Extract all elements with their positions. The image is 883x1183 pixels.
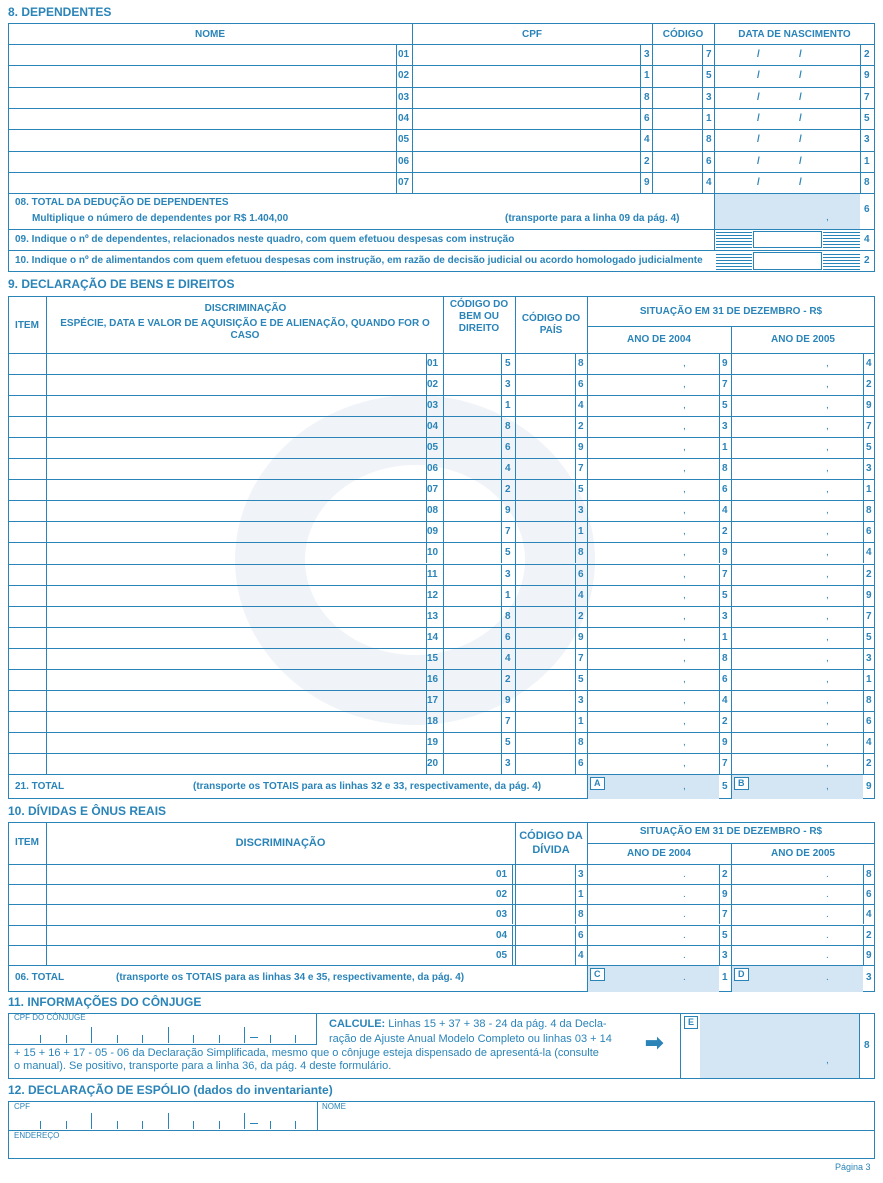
asset-row-num: 12 [427, 589, 439, 601]
dep-name-field[interactable] [9, 45, 395, 64]
asset-desc-field[interactable] [47, 712, 425, 731]
dep-row-num: 06 [398, 155, 410, 167]
asset-desc-field[interactable] [47, 565, 425, 584]
debt-row-num: 03 [496, 909, 508, 921]
dep-name-field[interactable] [9, 66, 395, 85]
asset-desc-field[interactable] [47, 522, 425, 541]
asset-row-num: 07 [427, 484, 439, 496]
asset-desc-field[interactable] [47, 543, 425, 562]
asset-desc-field[interactable] [47, 628, 425, 647]
dep-name-field[interactable] [9, 173, 395, 192]
line-10-field[interactable] [753, 252, 822, 270]
section-9-title: 9. DECLARAÇÃO DE BENS E DIREITOS [8, 277, 235, 291]
asset-row-num: 02 [427, 379, 439, 391]
dep-name-field[interactable] [9, 88, 395, 107]
line-10: 10. Indique o nº de alimentandos com quem efetuou despesas com instrução, em razão de decisão judicial ou acordo homologado judicialmente [15, 255, 703, 266]
asset-row-num: 09 [427, 526, 439, 538]
assets-total: 21. TOTAL [15, 781, 65, 792]
dep-row-num: 02 [398, 70, 410, 82]
line-09-field[interactable] [753, 231, 822, 248]
total-d-field[interactable] [732, 966, 863, 992]
asset-row-num: 08 [427, 505, 439, 517]
asset-row-num: 05 [427, 442, 439, 454]
asset-desc-field[interactable] [47, 586, 425, 605]
debt-row-num: 01 [496, 869, 508, 880]
debt-desc-field[interactable] [47, 865, 495, 883]
estate-address-field[interactable] [9, 1140, 874, 1158]
total-b-field[interactable] [732, 775, 863, 799]
asset-desc-field[interactable] [47, 480, 425, 499]
dep-row-num: 01 [398, 49, 410, 60]
asset-row-num: 04 [427, 421, 439, 433]
dep-total-transport: (transporte para a linha 09 da pág. 4) [505, 213, 680, 224]
asset-row-num: 20 [427, 757, 439, 769]
dep-row-num: 05 [398, 134, 410, 146]
section-8-title: 8. DEPENDENTES [8, 5, 112, 19]
dep-total-sub: Multiplique o número de dependentes por R$ 1.404,00 [32, 213, 289, 224]
asset-desc-field[interactable] [47, 354, 425, 373]
debt-desc-field[interactable] [47, 885, 495, 903]
asset-row-num: 15 [427, 652, 439, 664]
debt-row-num: 02 [496, 889, 508, 901]
asset-row-num: 11 [427, 568, 438, 580]
asset-desc-field[interactable] [47, 754, 425, 773]
col-cpf: CPF [522, 29, 542, 40]
debt-row-num: 05 [496, 949, 508, 961]
asset-row-num: 13 [427, 610, 439, 622]
asset-row-num: 17 [427, 694, 439, 706]
debt-desc-field[interactable] [47, 946, 495, 964]
debt-desc-field[interactable] [47, 926, 495, 944]
col-codigo: CÓDIGO [662, 29, 704, 40]
asset-desc-field[interactable] [47, 691, 425, 710]
section-10-title: 10. DÍVIDAS E ÔNUS REAIS [8, 804, 167, 818]
asset-row-num: 16 [427, 673, 439, 685]
spouse-value-field[interactable] [700, 1014, 859, 1078]
asset-desc-field[interactable] [47, 501, 425, 520]
dep-row-num: 07 [398, 176, 410, 188]
asset-row-num: 14 [427, 631, 439, 643]
asset-desc-field[interactable] [47, 459, 425, 478]
section-12-title: 12. DECLARAÇÃO DE ESPÓLIO (dados do inventariante) [8, 1083, 333, 1097]
asset-row-num: 18 [427, 715, 439, 727]
total-a-field[interactable] [588, 775, 719, 799]
asset-desc-field[interactable] [47, 670, 425, 689]
col-data: DATA DE NASCIMENTO [738, 29, 851, 40]
line-09: 09. Indique o nº de dependentes, relacionados neste quadro, com quem efetuou despesas com instrução [15, 234, 515, 245]
dep-name-field[interactable] [9, 152, 395, 171]
arrow-right-icon: ➡ [645, 1030, 664, 1055]
asset-desc-field[interactable] [47, 733, 425, 752]
estate-name-field[interactable] [318, 1112, 875, 1130]
asset-row-num: 19 [427, 736, 439, 748]
asset-row-num: 06 [427, 463, 439, 475]
dep-total-title: 08. TOTAL DA DEDUÇÃO DE DEPENDENTES [15, 197, 229, 208]
asset-desc-field[interactable] [47, 396, 425, 415]
dep-name-field[interactable] [9, 130, 395, 149]
col-nome: NOME [195, 29, 225, 40]
dep-row-num: 04 [398, 112, 410, 124]
dep-name-field[interactable] [9, 109, 395, 128]
section-11-title: 11. INFORMAÇÕES DO CÔNJUGE [8, 995, 202, 1009]
page-number: Página 3 [835, 1162, 871, 1172]
asset-desc-field[interactable] [47, 607, 425, 626]
asset-desc-field[interactable] [47, 417, 425, 436]
debt-row-num: 04 [496, 929, 508, 941]
debt-desc-field[interactable] [47, 905, 495, 923]
asset-desc-field[interactable] [47, 375, 425, 394]
asset-row-num: 03 [427, 400, 439, 412]
asset-row-num: 10 [427, 547, 439, 559]
asset-desc-field[interactable] [47, 438, 425, 457]
asset-row-num: 01 [427, 358, 439, 369]
dep-total-field[interactable] [715, 194, 860, 229]
debts-total: 06. TOTAL [15, 972, 65, 983]
dep-row-num: 03 [398, 91, 410, 103]
asset-desc-field[interactable] [47, 649, 425, 668]
total-c-field[interactable] [588, 966, 719, 992]
